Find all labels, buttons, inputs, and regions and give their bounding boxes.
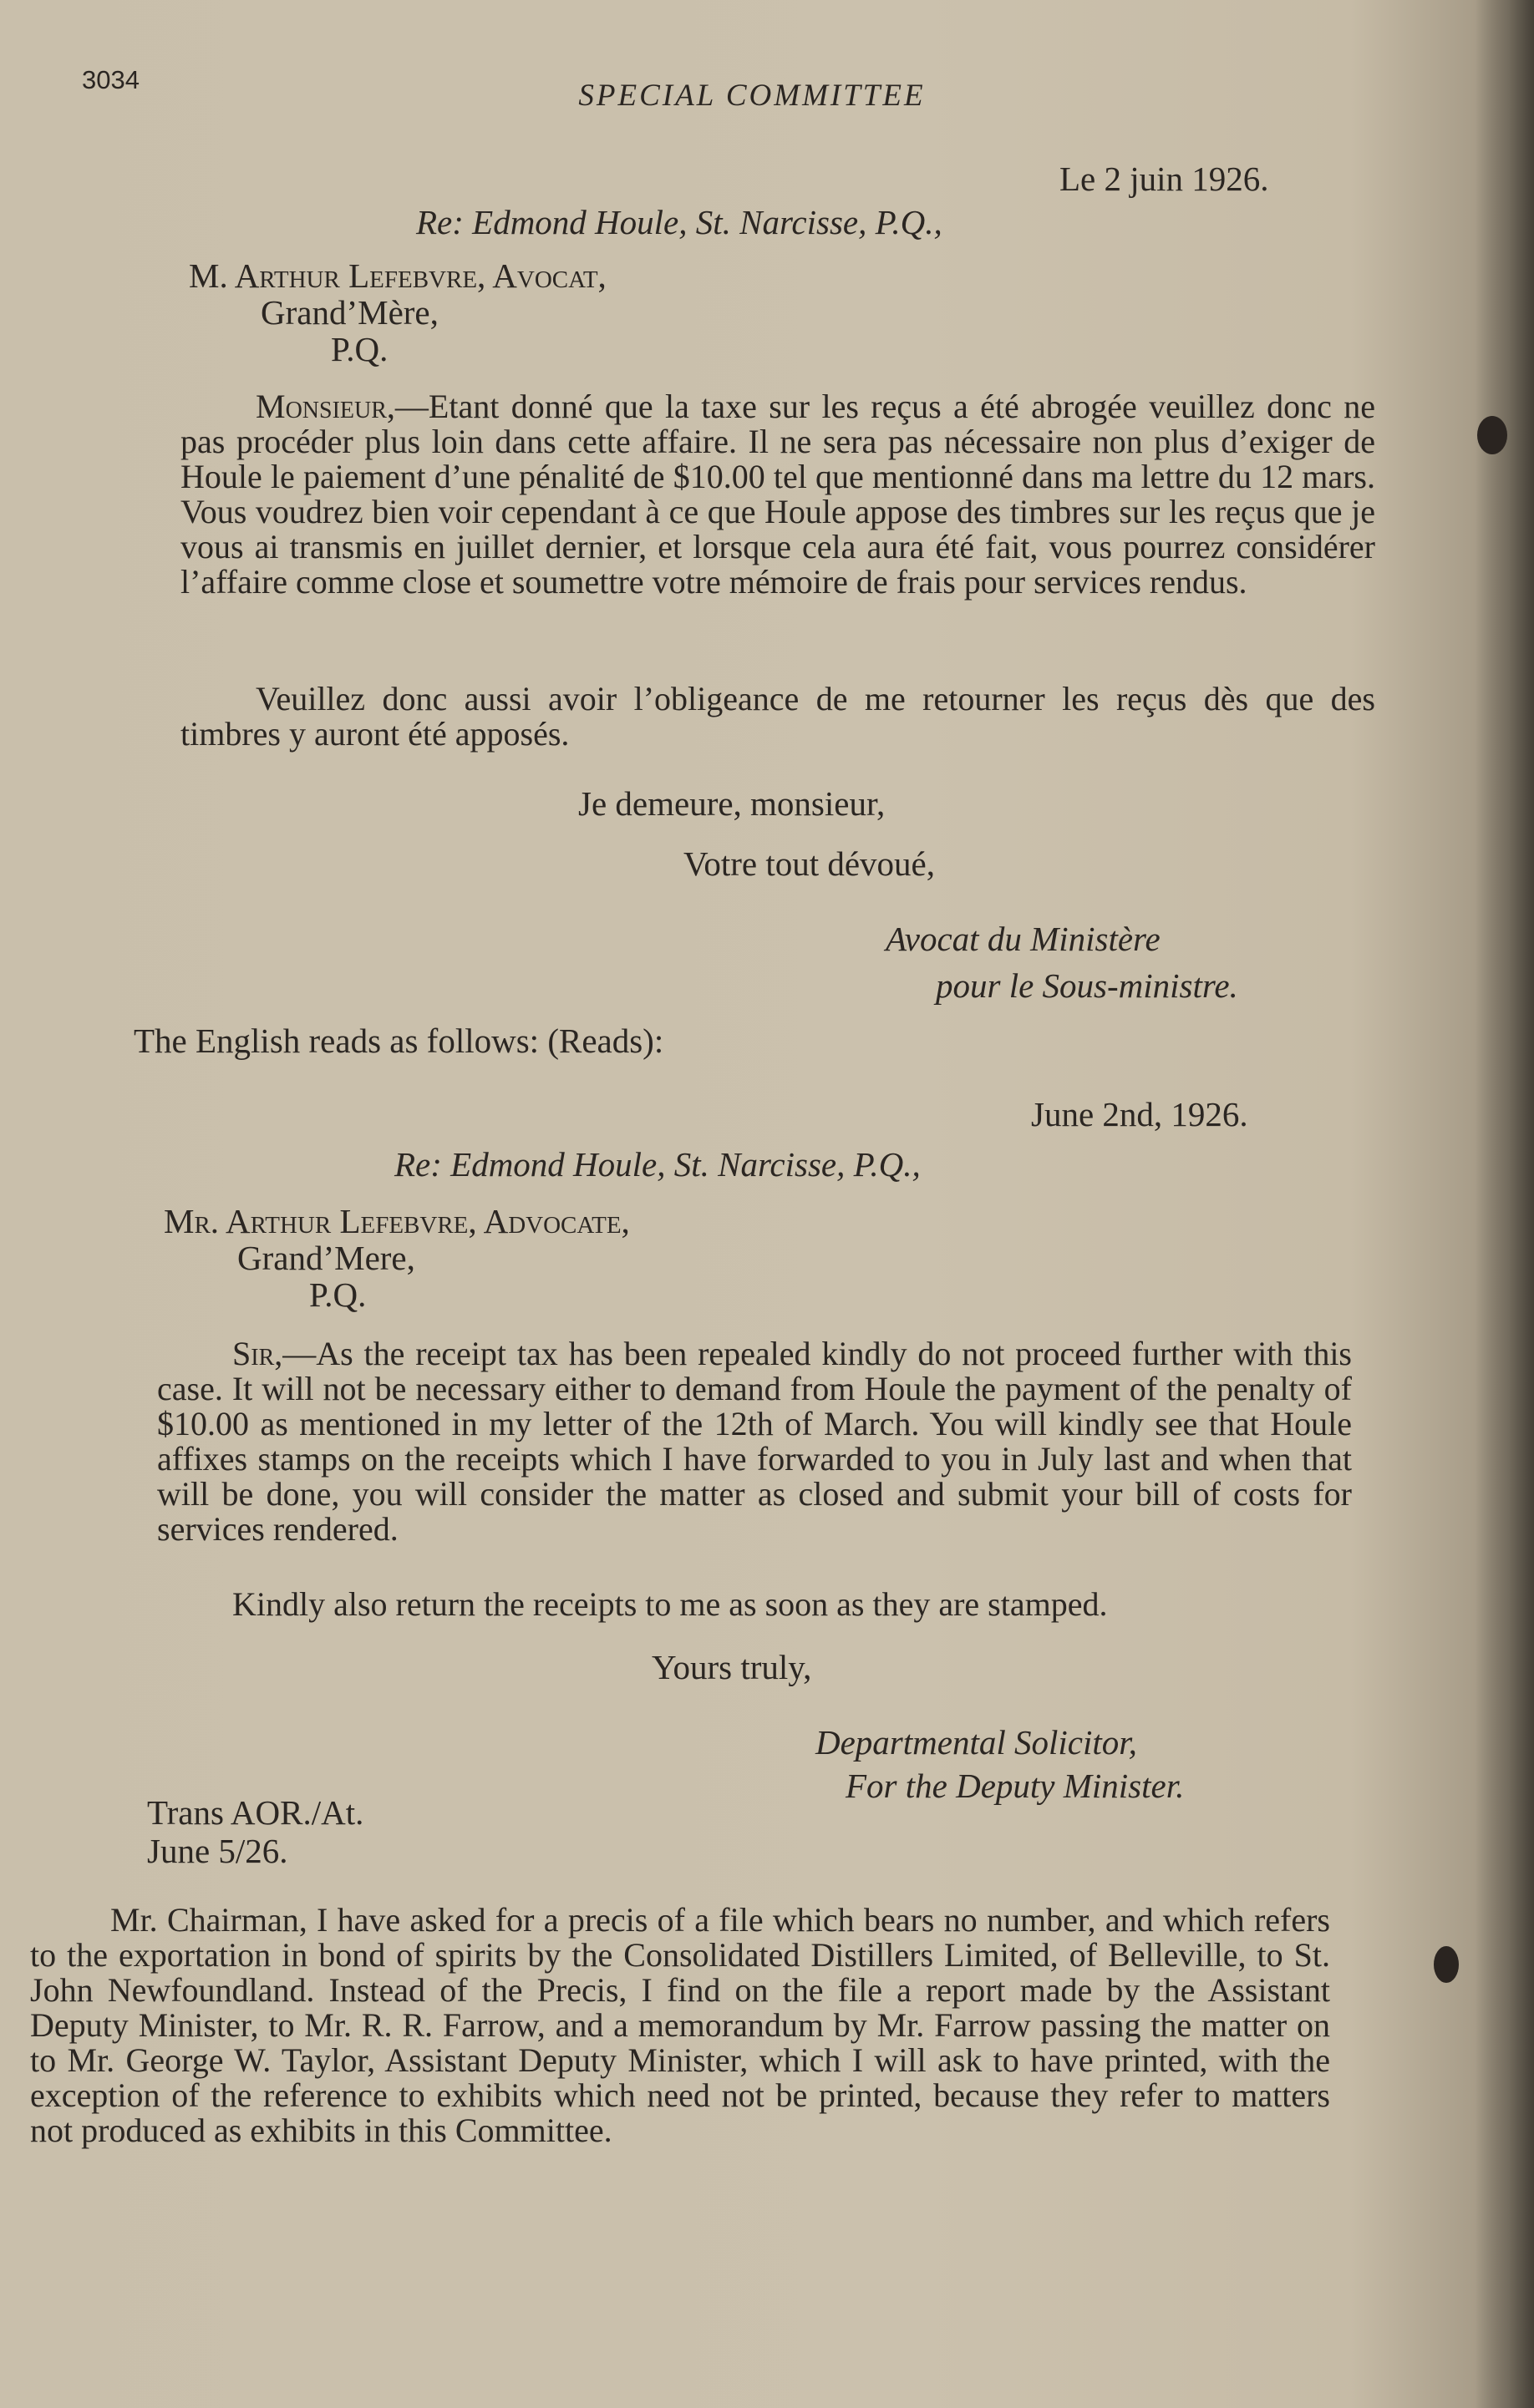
french-closing-2: Votre tout dévoué, — [683, 844, 935, 883]
addressee-text: M. Arthur Lefebvre, Avocat, — [189, 256, 607, 295]
english-letter-address-1: Grand’Mere, — [237, 1239, 415, 1277]
english-letter-re-line: Re: Edmond Houle, St. Narcisse, P.Q., — [394, 1145, 921, 1184]
english-salutation: Sir, — [232, 1335, 283, 1372]
english-signature-2: For the Deputy Minister. — [846, 1767, 1185, 1805]
binding-hole — [1477, 416, 1507, 454]
french-paragraph-1-text: —Etant donné que la taxe sur les reçus a été abrogée veuillez donc ne pas procéder plus loin dans cette affaire. Il ne sera pas nécessaire non plus d’exiger de Houle le paiement d’une pénalité de $10.00 tel que mentionné dans ma lettre du 12 mars. Vous voudrez bien voir cependant à ce que Houle appose des timbres sur les reçus que je vous ai transmis en juillet dernier, et lorsque cela aura été fait, vous pourrez considérer l’affaire comme close et soumettre votre mémoire de frais pour services rendus. — [180, 388, 1375, 601]
french-salutation: Monsieur, — [256, 388, 395, 425]
english-letter-paragraph-1 — [157, 1336, 1352, 1547]
trans-line-2: June 5/26. — [147, 1832, 288, 1870]
running-header: SPECIAL COMMITTEE — [578, 79, 926, 113]
english-letter-address-2: P.Q. — [309, 1275, 367, 1314]
page-binding-shadow — [1476, 0, 1534, 2408]
french-letter-address-2: P.Q. — [331, 330, 389, 368]
trans-line-1: Trans AOR./At. — [147, 1793, 364, 1832]
page-number: 3034 — [82, 65, 140, 94]
french-letter-address-1: Grand’Mère, — [261, 293, 439, 332]
french-closing-1: Je demeure, monsieur, — [578, 784, 886, 823]
french-letter-date: Le 2 juin 1926. — [1059, 160, 1269, 198]
english-letter-addressee — [164, 1201, 630, 1241]
french-signature-2: pour le Sous-ministre. — [936, 966, 1238, 1005]
french-letter-re-line: Re: Edmond Houle, St. Narcisse, P.Q., — [416, 203, 942, 241]
french-letter-addressee — [189, 256, 607, 296]
english-paragraph-1-text: —As the receipt tax has been repealed kindly do not proceed further with this case. It will not be necessary either to demand from Houle the payment of the penalty of $10.00 as mentioned in my letter of the 12th of March. You will kindly see that Houle affixes stamps on the receipts which I have forwarded to you in July last and when that will be done, you will consider the matter as closed and submit your bill of costs for services rendered. — [157, 1335, 1352, 1548]
english-signature-1: Departmental Solicitor, — [815, 1723, 1137, 1762]
english-letter-date: June 2nd, 1926. — [1031, 1095, 1248, 1133]
english-letter-paragraph-2: Kindly also return the receipts to me as soon as they are stamped. — [232, 1585, 1108, 1623]
addressee-text: Mr. Arthur Lefebvre, Advocate, — [164, 1202, 630, 1240]
binding-hole — [1434, 1946, 1459, 1983]
french-signature-1: Avocat du Ministère — [886, 920, 1161, 958]
french-letter-paragraph-2: Veuillez donc aussi avoir l’obligeance de me retourner les reçus dès que des timbres y auront été apposés. — [180, 680, 1375, 753]
closing-paragraph: Mr. Chairman, I have asked for a precis of a file which bears no number, and which refers to the exportation in bond of spirits by the Consolidated Distillers Limited, of Belleville, to St. John Newfoundland. Instead of the Precis, I find on the file a report made by the Assistant Deputy Minister, to Mr. R. R. Farrow, and a memorandum by Mr. Farrow passing the matter on to Mr. George W. Taylor, Assistant Deputy Minister, which I will ask to have printed, with the exception of the reference to exhibits which need not be printed, because they refer to matters not produced as exhibits in this Committee. — [30, 1901, 1330, 2149]
french-letter-paragraph-1 — [180, 389, 1375, 600]
transition-line: The English reads as follows: (Reads): — [134, 1021, 664, 1060]
english-closing: Yours truly, — [652, 1648, 812, 1686]
